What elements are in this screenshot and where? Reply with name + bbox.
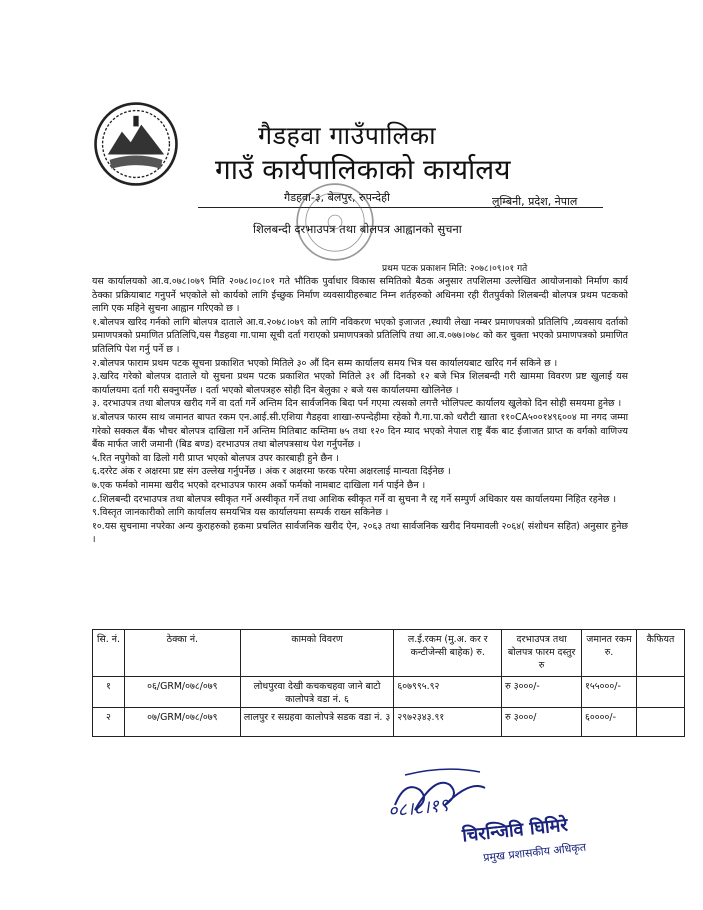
table-row <box>93 708 685 737</box>
signatory-title: प्रमुख प्रशासकीय अधिकृत <box>482 840 587 865</box>
col-header-contract-no: ठेक्का नं. <box>124 630 240 677</box>
cell-estimated-cost: २९७२३४३.९१ <box>394 708 502 737</box>
cell-contract-no: ०६/GRM/०७८/०७९ <box>124 677 240 708</box>
cell-estimated-cost: ६०७९९५.९२ <box>394 677 502 708</box>
cell-remarks <box>636 677 684 708</box>
cell-work-description: लोधपुरवा देखी कचकचहवा जाने बाटो कालोपत्रे वडा नं. ६ <box>240 677 394 708</box>
notice-title: शिलबन्दी दरभाउपत्र तथा बोलपत्र आह्वानको सुचना <box>253 222 462 236</box>
notice-clause: ३. दरभाउपत्र तथा बोलपत्र खरीद गर्ने वा दर्ता गर्ने अन्तिम दिन सार्वजनिक बिदा पर्न गएमा त्यसको लगत्तै भोलिपल्ट कार्यालय खुलेको दिन सोही समयमा हुनेछ । <box>92 398 622 410</box>
cell-contract-no: ०७/GRM/०७८/०७९ <box>124 708 240 737</box>
cell-serial: २ <box>93 708 125 737</box>
signatory-name: चिरन्जिवि घिमिरे <box>461 814 569 847</box>
col-header-estimated-cost: ल.ई.रकम (मु.अ. कर र कन्टीजेन्सी बाहेक) रु. <box>394 630 502 677</box>
office-name: गाउँ कार्यपालिकाको कार्यालय <box>215 153 511 186</box>
table-header-row <box>93 630 685 677</box>
header-divider <box>198 207 603 208</box>
municipality-emblem-logo <box>92 100 180 188</box>
notice-clause: ७.एक फर्मको नाममा खरीद भएको दरभाउपत्र फारम अर्को फर्मको नामबाट दाखिला गर्न पाईने छैन । <box>92 479 426 491</box>
publication-date: प्रथम पटक प्रकाशन मिति: २०७८।०९।०१ गते <box>382 264 528 274</box>
notice-clause: ६.दररेट अंक र अक्षरमा प्रष्ट संग उल्लेख गर्नुपर्नेछ । अंक र अक्षरमा फरक परेमा अक्षरलाई मान्यता दिईनेछ । <box>92 466 451 478</box>
col-header-remarks: कैफियत <box>636 630 684 677</box>
notice-clause: ४.बोलपत्र फारम साथ जमानत बापत रकम एन.आई.सी.एशिया गैडहवा शाखा-रुपन्देहीमा रहेको गै.गा.पा.को धरौटी खाता ११०CA५००१४९६००४ मा नगद जम्मा गरेको सक्कल बैंक भौचर बोलपत्र दाखिला गर्ने अन्तिम मितिबाट कम्तिमा ७५ तथा १२० दिन म्याद भएको नेपाल राष्ट्र बैंक बाट ईजाजत प्राप्त क वर्गको वाणिज्य बैंक मार्फत जारी जमानी (बिड बण्ड) दरभाउपत्र तथा बोलपत्रसाथ पेश गर्नुपर्नेछ । <box>92 411 628 451</box>
cell-form-fee: रु ३०००/ <box>502 708 582 737</box>
notice-clause: ५.रित नपुगेको वा ढिलो गरी प्राप्त भएको बोलपत्र उपर कारबाही हुने छैन । <box>92 452 339 464</box>
notice-clause: १.बोलपत्र खरिद गर्नको लागि बोलपत्र दाताले आ.व.२०७८।०७९ को लागि नविकरण भएको इजाजत ,स्थायी लेखा नम्बर प्रमाणपत्रको प्रतिलिपि ,व्यवसाय दर्ताको प्रमाणपत्रको प्रमाणित प्रतिलिपि,यस गैडहवा गा.पामा सूची दर्ता गराएको प्रमाणपत्रको प्रतिलिपि तथा आ.व.०७७।०७८ को कर चुक्ता भएको प्रमाणपत्रको प्रमाणित प्रतिलिपि पेश गर्नु पर्ने छ । <box>92 316 628 355</box>
cell-form-fee: रु ३०००/- <box>502 677 582 708</box>
address-right: लुम्बिनी, प्रदेश, नेपाल <box>492 195 578 208</box>
cell-bid-security: १५५०००/- <box>582 677 637 708</box>
notice-clause: १०.यस सुचनामा नपरेका अन्य कुराहरुको हकमा प्रचलित सार्वजनिक खरीद ऐन, २०६३ तथा सार्वजनिक खरीद नियमावली २०६४( संशोधन सहित) अनुसार हुनेछ । <box>92 520 628 546</box>
cell-bid-security: ६००००/- <box>582 708 637 737</box>
col-header-bid-security: जमानत रकम रु. <box>582 630 637 677</box>
col-header-form-fee: दरभाउपत्र तथा बोलपत्र फारम दस्तुर रु <box>502 630 582 677</box>
cell-remarks <box>636 708 684 737</box>
contract-table <box>92 629 685 737</box>
notice-clause: ९.विस्तृत जानकारीको लागि कार्यालय समयभित्र यस कार्यालयमा सम्पर्क राख्न सकिनेछ । <box>92 507 389 519</box>
notice-clause: ३.खरिद गरेको बोलपत्र दाताले यो सुचना प्रथम पटक प्रकाशित भएको मितिले ३१ औं दिनको १२ बजे भित्र शिलबन्दी गरी खाममा विवरण प्रष्ट खुलाई यस कार्यालयमा दर्ता गरी सक्नुपर्नेछ । दर्ता भएको बोलपत्रहरु सोही दिन बेलुका २ बजे यस कार्यालयमा खोलिनेछ । <box>92 371 628 396</box>
col-header-serial: सि. नं. <box>93 630 125 677</box>
org-name: गैडहवा गाउँपालिका <box>258 121 437 150</box>
cell-work-description: लालपुर र सग्रहवा कालोपत्रे सडक वडा नं. ३ <box>240 708 394 737</box>
cell-serial: १ <box>93 677 125 708</box>
notice-clause: २.बोलपत्र फाराम प्रथम पटक सूचना प्रकाशित भएको मितिले ३० औं दिन सम्म कार्यालय समय भित्र यस कार्यालयबाट खरिद गर्न सकिने छ । <box>92 357 558 369</box>
col-header-work-description: कामको विवरण <box>240 630 394 677</box>
notice-clause: ८.शिलबन्दी दरभाउपत्र तथा बोलपत्र स्वीकृत गर्ने अस्वीकृत गर्ने तथा आशिक स्वीकृत गर्ने वा सुचना नै रद्द गर्ने सम्पुर्ण अधिकार यस कार्यालयमा निहित रहनेछ । <box>92 493 617 505</box>
table-row <box>93 677 685 708</box>
notice-intro: यस कार्यालयको आ.व.०७८।०७९ मिति २०७८।०८।०१ गते भौतिक पुर्वाधार विकास समितिको बैठक अनुसार तपशिलमा उल्लेखित आयोजनाको निर्माण कार्य ठेक्का प्रक्रियाबाट गनुपर्ने भएकोले सो कार्यको लागि ईच्छुक निर्माण व्यवसायीहरुबाट निम्न शर्तहरुको अधिनमा रही रीतपुर्वको शिलबन्दी बोलपत्र प्रथम पटकको लागि एक महिने सुचना आह्वान गरिएको छ । <box>92 276 628 315</box>
notice-body <box>92 275 628 547</box>
address-left: गैडहवा-३, बेलपुर, रुपन्देही <box>284 191 390 204</box>
signature-date: ०८।८।१९ <box>387 794 450 823</box>
